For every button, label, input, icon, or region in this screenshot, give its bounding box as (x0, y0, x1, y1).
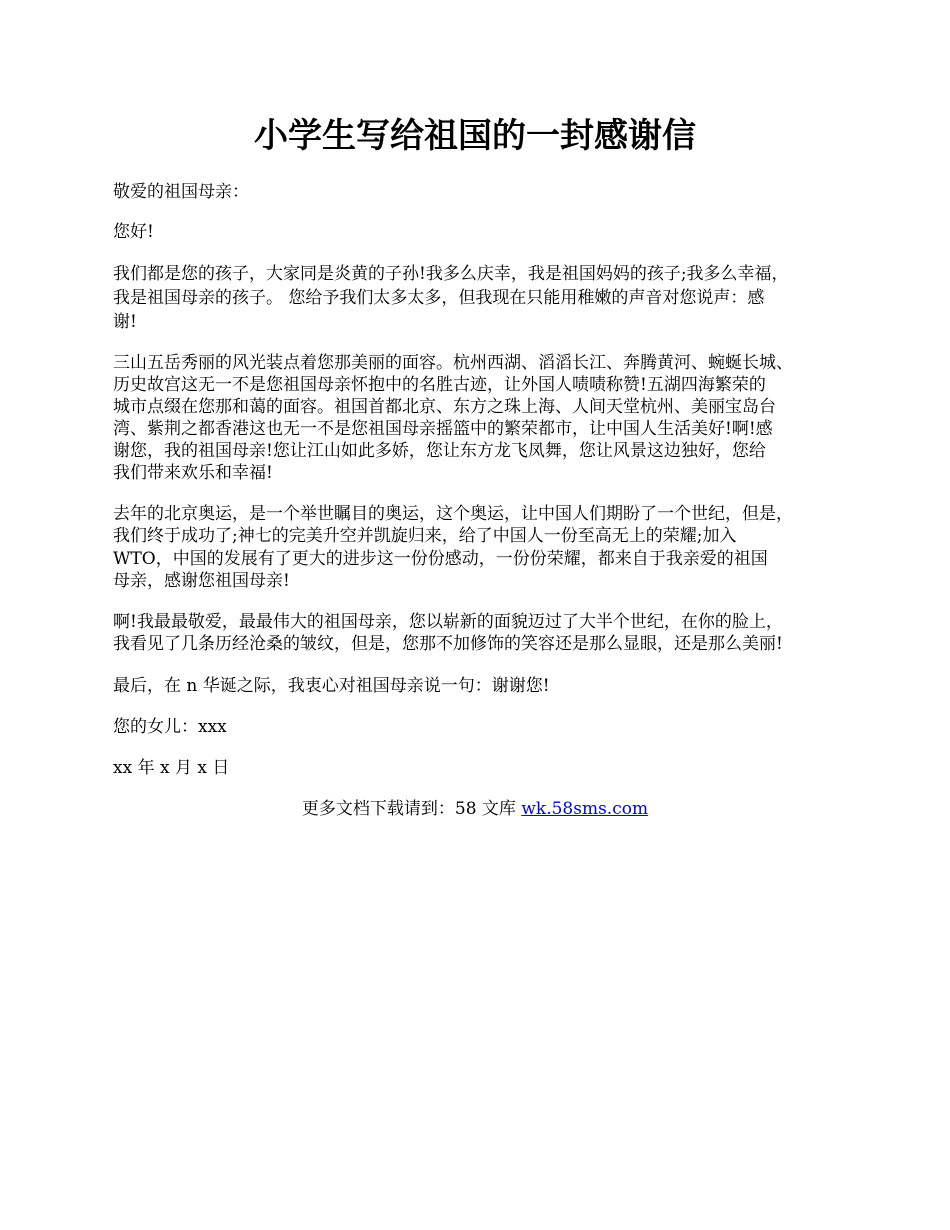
date-line: xx 年 x 月 x 日 (113, 758, 230, 778)
footer-text: 更多文档下载请到：58 文库 (301, 799, 522, 819)
closing-line: 最后，在 n 华诞之际，我衷心对祖国母亲说一句：谢谢您! (113, 676, 550, 696)
greeting: 您好! (113, 222, 154, 242)
salutation: 敬爱的祖国母亲： (113, 182, 249, 202)
paragraph-1-line-2: 我是祖国母亲的孩子。 您给予我们太多太多，但我现在只能用稚嫩的声音对您说声：感 (113, 288, 765, 308)
paragraph-2-line-3: 城市点缀在您那和蔼的面容。祖国首都北京、东方之珠上海、人间天堂杭州、美丽宝岛台 (113, 397, 776, 417)
paragraph-3-line-1: 去年的北京奥运，是一个举世瞩目的奥运，这个奥运，让中国人们期盼了一个世纪，但是， (113, 504, 793, 524)
paragraph-2-line-2: 历史故宫这无一不是您祖国母亲怀抱中的名胜古迹，让外国人啧啧称赞!五湖四海繁荣的 (113, 375, 766, 395)
paragraph-3-line-2: 我们终于成功了;神七的完美升空并凯旋归来，给了中国人一份至高无上的荣耀;加入 (113, 526, 737, 546)
paragraph-1-line-1: 我们都是您的孩子，大家同是炎黄的子孙!我多么庆幸，我是祖国妈妈的孩子;我多么幸福， (113, 264, 789, 284)
paragraph-1-line-3: 谢! (113, 312, 137, 332)
paragraph-4-line-2: 我看见了几条历经沧桑的皱纹，但是，您那不加修饰的笑容还是那么显眼，还是那么美丽! (113, 634, 783, 654)
footer-link[interactable]: wk.58sms.com (521, 799, 649, 819)
signature: 您的女儿：xxx (113, 717, 227, 737)
paragraph-3-line-4: 母亲，感谢您祖国母亲! (113, 571, 290, 591)
document-title: 小学生写给祖国的一封感谢信 (254, 116, 696, 156)
paragraph-2-line-1: 三山五岳秀丽的风光装点着您那美丽的面容。杭州西湖、滔滔长江、奔腾黄河、蜿蜒长城、 (113, 353, 793, 373)
paragraph-2-line-5: 谢您，我的祖国母亲!您让江山如此多娇，您让东方龙飞凤舞，您让风景这边独好，您给 (113, 441, 766, 461)
paragraph-2-line-6: 我们带来欢乐和幸福! (113, 463, 273, 483)
paragraph-2-line-4: 湾、紫荆之都香港这也无一不是您祖国母亲摇篮中的繁荣都市，让中国人生活美好!啊!感 (113, 419, 773, 439)
paragraph-4-line-1: 啊!我最最敬爱，最最伟大的祖国母亲，您以崭新的面貌迈过了大半个世纪，在你的脸上， (113, 612, 783, 632)
footer (0, 798, 950, 820)
paragraph-3-line-3: WTO，中国的发展有了更大的进步这一份份感动，一份份荣耀，都来自于我亲爱的祖国 (113, 549, 768, 569)
